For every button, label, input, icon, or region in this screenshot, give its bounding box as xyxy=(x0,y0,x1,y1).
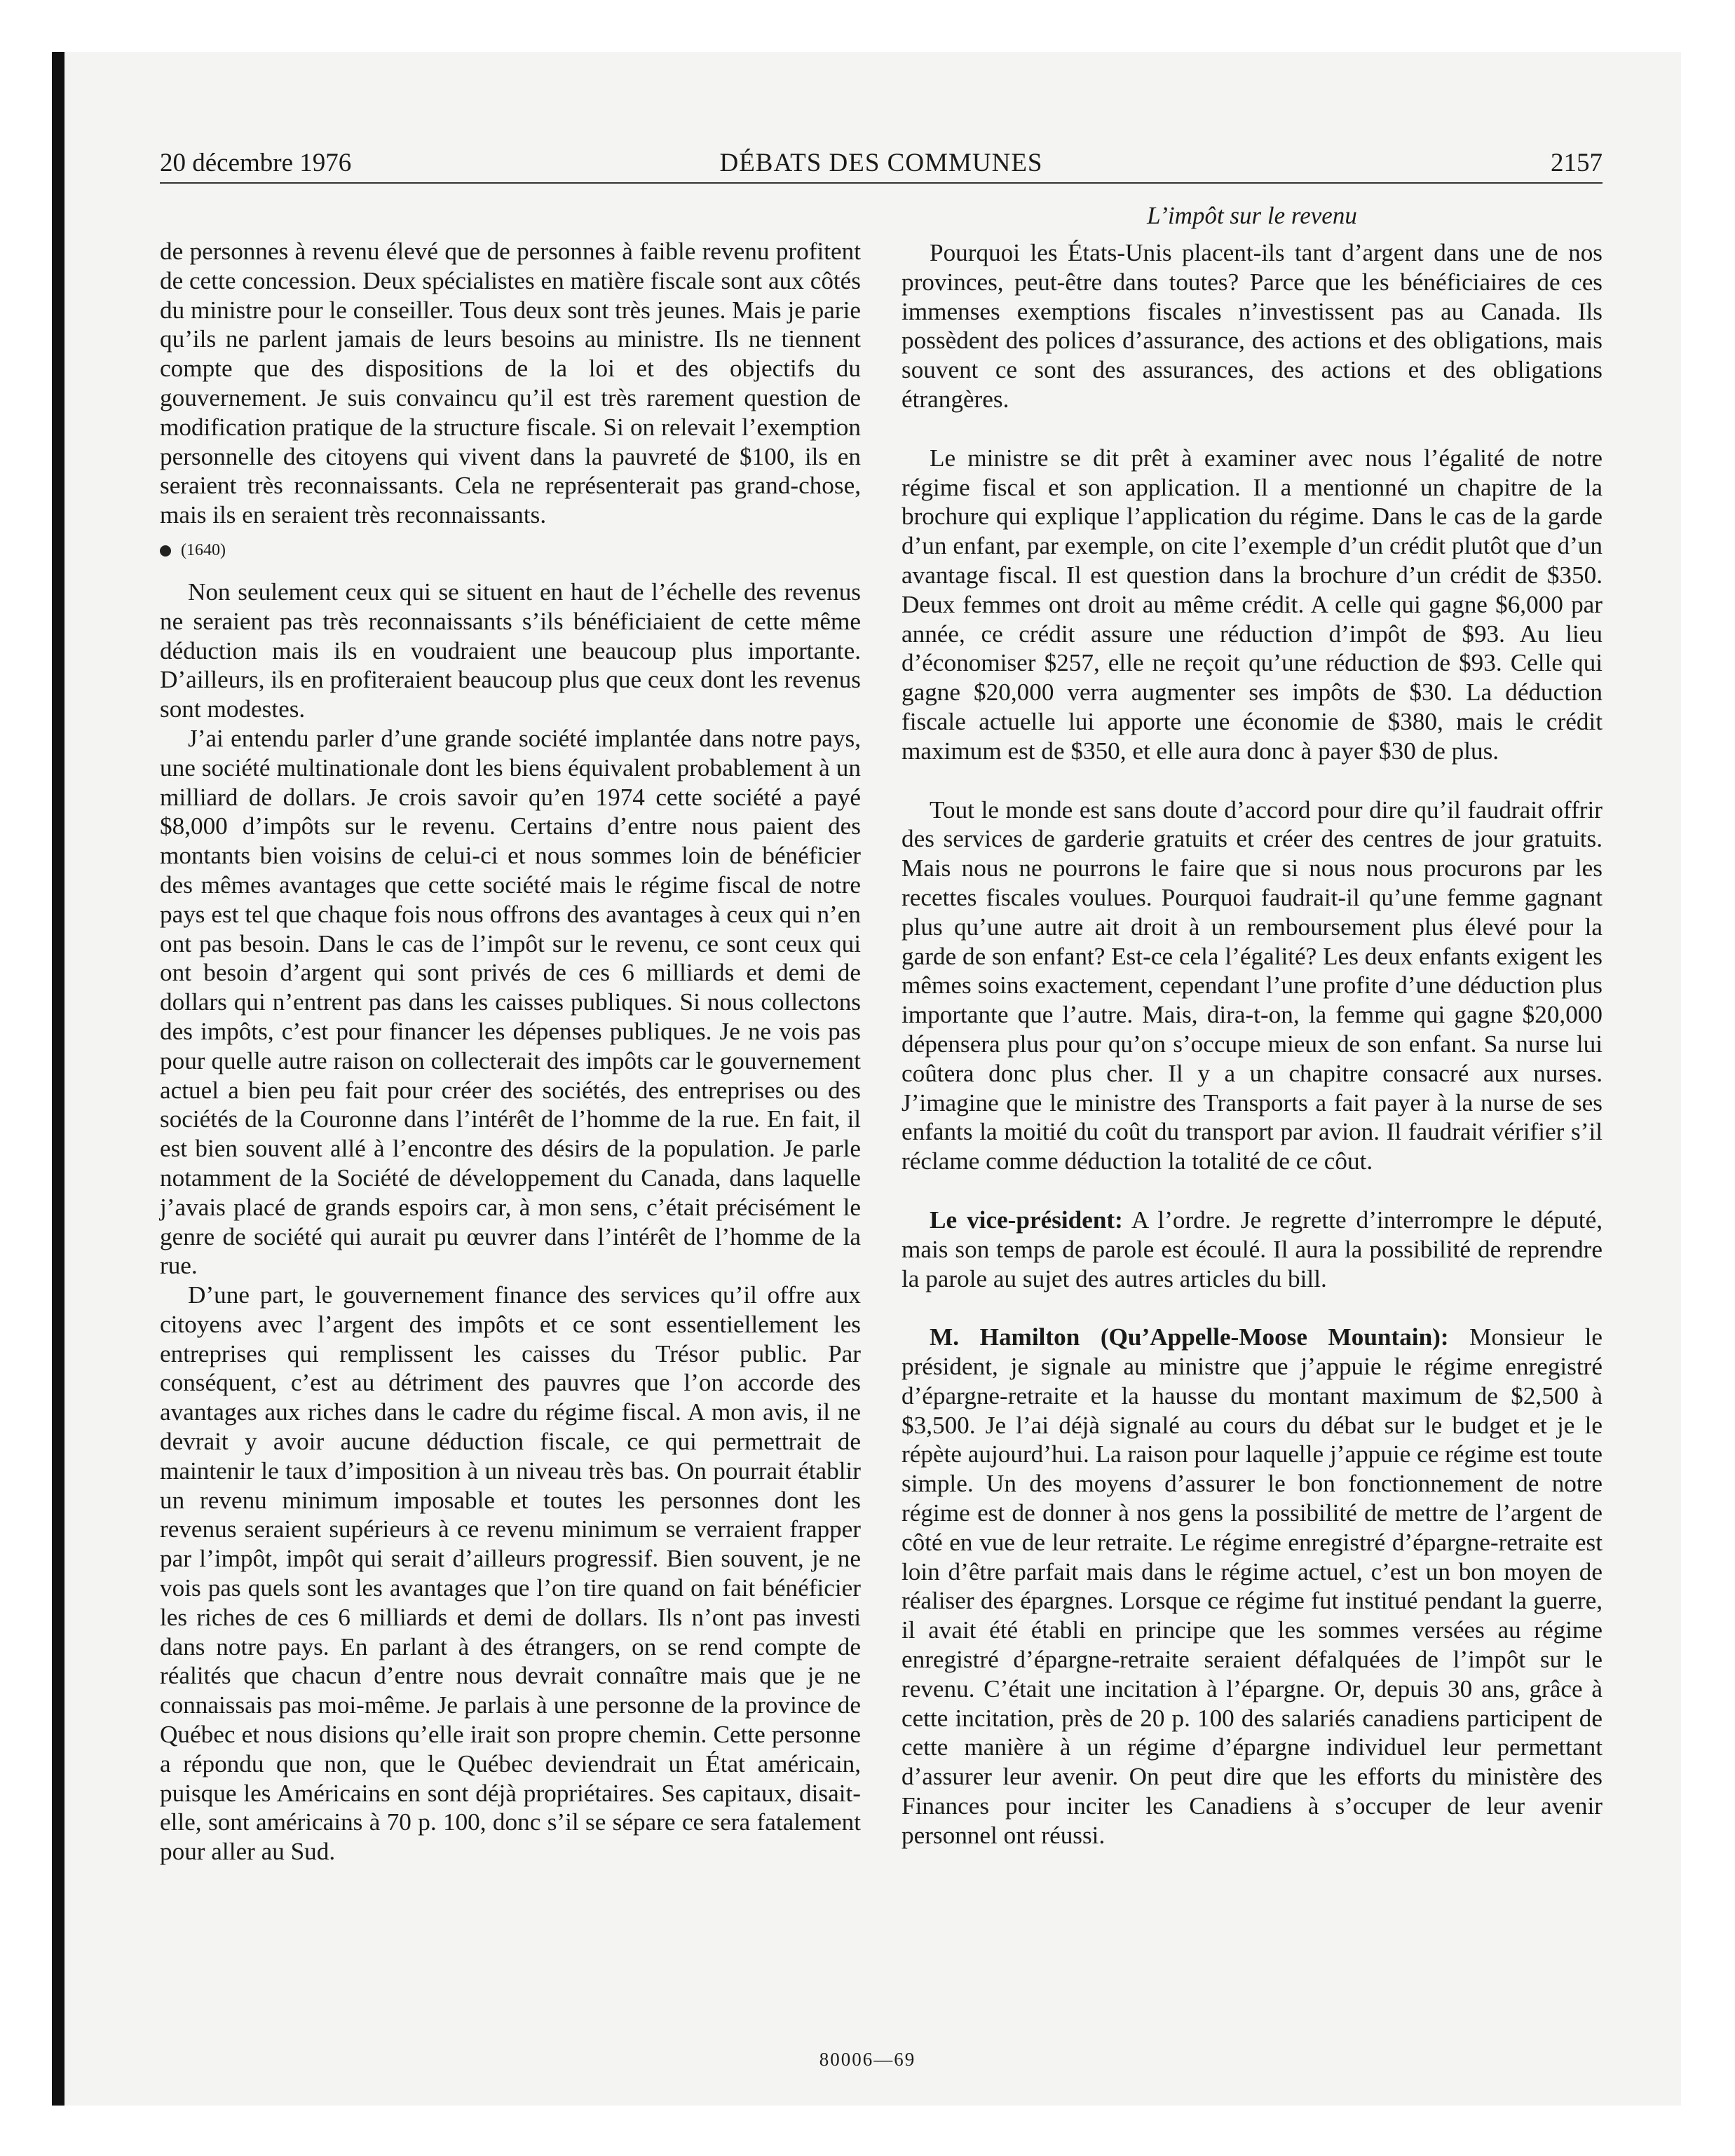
paragraph: Non seulement ceux qui se situent en haut de l’échelle des revenus ne seraient pas très reconnaissants s’ils bénéficiaient de cette même déduction mais ils en voudraient une beaucoup plus importante. D’ailleurs, ils en profiteraient beaucoup plus que ceux dont les revenus sont modestes. xyxy=(160,578,861,723)
paragraph: Pourquoi les États-Unis placent-ils tant d’argent dans une de nos provinces, peut-être dans toutes? Parce que les bénéficiaires de ces immenses exemptions fiscales n’investissent pas au Canada. Ils possèdent des polices d’assurance, des actions et des obligations, mais souvent ce sont des assurances, des actions et des obligations étrangères. xyxy=(901,239,1603,413)
binding-shadow xyxy=(52,52,64,2106)
header-title: DÉBATS DES COMMUNES xyxy=(719,149,1043,177)
paragraph: de personnes à revenu élevé que de personnes à faible revenu profitent de cette concession. Deux spécialistes en matière fiscale sont aux côtés du ministre pour le conseiller. Tous deux sont très jeunes. Mais je parie qu’ils ne parlent jamais de leurs besoins au ministre. Ils ne tiennent compte que des dispositions de la loi et des objectifs du gouvernement. Je suis convaincu qu’il est très rarement question de modification pratique de la structure fiscale. Si on relevait l’exemption personnelle des citoyens qui vivent dans la pauvreté de $100, ils en seraient très reconnaissants. Cela ne représenterait pas grand-chose, mais ils en seraient très reconnaissants. xyxy=(160,238,861,529)
print-code: 80006—69 xyxy=(819,2049,916,2070)
speech-text: Monsieur le président, je signale au ministre que j’appuie le régime enregistré d’épargne-retraite et la hausse du montant maximum de $2,500 à $3,500. Je l’ai déjà signalé au cours du débat sur le budget et je le répète aujourd’hui. La raison pour laquelle j’appuie ce régime est toute simple. Un des moyens d’assurer le bon fonctionnement de notre régime est de donner à nos gens la possibilité de mettre de l’argent de côté en vue de leur retraite. Le régime enregistré d’épargne-retraite est loin d’être parfait mais dans le régime actuel, c’est un bon moyen de réaliser des épargnes. Lorsque ce régime fut institué pendant la guerre, il avait été établi en principe que les sommes versées au régime enregistré d’épargne-retraite seraient défalquées de l’impôt sur le revenu. C’était une incitation à l’épargne. Or, depuis 30 ans, grâce à cette incitation, près de 20 p. 100 des salariés canadiens participent de cette manière à un régime d’épargne individuel leur permettant d’assurer leur avenir. On peut dire que les efforts du ministère des Finances pour inciter les Canadiens à s’occuper de leur avenir personnel ont réussi. xyxy=(901,1323,1603,1849)
paragraph: D’une part, le gouvernement finance des services qu’il offre aux citoyens avec l’argent des impôts et ce sont essentiellement les entreprises qui remplissent les caisses du Trésor public. Par conséquent, c’est au détriment des pauvres que l’on accorde des avantages aux riches dans le cadre du régime fiscal. A mon avis, il ne devrait y avoir aucune déduction fiscale, ce qui permettrait de maintenir le taux d’imposition à un niveau très bas. On pourrait établir un revenu minimum imposable et toutes les personnes dont les revenus seraient supérieurs à ce revenu minimum se verraient frapper par l’impôt, impôt qui serait d’ailleurs progressif. Bien souvent, je ne vois pas quels sont les avantages que l’on tire quand on fait bénéficier les riches de ces 6 milliards et demi de dollars. Ils n’ont pas investi dans notre pays. En parlant à des étrangers, on se rend compte de réalités que chacun d’entre nous devrait connaître mais que je ne connaissais pas moi-même. Je parlais à une personne de la province de Québec et nous disions qu’elle irait son propre chemin. Cette personne a répondu que non, que le Québec deviendrait un État américain, puisque les Américains en sont déjà propriétaires. Ses capitaux, disait-elle, sont américains à 70 p. 100, donc s’il se sépare ce sera fatalement pour aller au Sud. xyxy=(160,1281,861,1866)
section-title: L’impôt sur le revenu xyxy=(1147,202,1357,229)
header-date: 20 décembre 1976 xyxy=(160,149,352,177)
left-column xyxy=(160,237,861,1867)
speech-text: A l’ordre. Je regrette d’interrompre le député, mais son temps de parole est écoulé. Il aura la possibilité de reprendre la parole au sujet des autres articles du bill. xyxy=(901,1206,1603,1292)
right-column xyxy=(901,238,1603,1850)
speech-paragraph xyxy=(901,1206,1603,1293)
page-number: 2157 xyxy=(1551,149,1603,177)
paragraph: J’ai entendu parler d’une grande société implantée dans notre pays, une société multinationale dont les biens équivalent probablement à un milliard de dollars. Je crois savoir qu’en 1974 cette société a payé $8,000 d’impôts sur le revenu. Certains d’entre nous paient des montants bien voisins de celui-ci et nous sommes loin de bénéficier des mêmes avantages que cette société mais le régime fiscal de notre pays est tel que chaque fois nous offrons des avantages à ceux qui n’en ont pas besoin. Dans le cas de l’impôt sur le revenu, ce sont ceux qui ont besoin d’argent qui sont privés de ces 6 milliards et demi de dollars qui n’entrent pas dans les caisses publiques. Si nous collectons des impôts, c’est pour financer les dépenses publiques. Je ne vois pas pour quelle autre raison on collecterait des impôts car le gouvernement actuel a bien peu fait pour créer des sociétés, des entreprises ou des sociétés de la Couronne dans l’intérêt de l’homme de la rue. En fait, il est bien souvent allé à l’encontre des désirs de la population. Je parle notamment de la Société de développement du Canada, dans laquelle j’avais placé de grands espoirs car, à mon sens, c’était précisément le genre de société qui aurait pu œuvrer dans l’intérêt de l’homme de la rue. xyxy=(160,724,861,1280)
paragraph: Tout le monde est sans doute d’accord pour dire qu’il faudrait offrir des services de garderie gratuits et créer des centres de jour gratuits. Mais nous ne pourrons le faire que si nous nous procurons par les recettes fiscales voulues. Pourquoi faudrait-il qu’une femme gagnant plus qu’une autre ait droit à un remboursement plus élevé pour la garde de son enfant? Est-ce cela l’égalité? Les deux enfants exigent les mêmes soins exactement, cependant l’une profite d’une déduction plus importante que l’autre. Mais, dira-t-on, la femme qui gagne $20,000 dépensera plus pour qu’on s’occupe mieux de son enfant. Sa nurse lui coûtera donc plus cher. Il y a un chapitre consacré aux nurses. J’imagine que le ministre des Transports a fait payer à la nurse de ses enfants la moitié du coût du transport par avion. Il faudrait vérifier s’il réclame comme déduction la totalité de ce côut. xyxy=(901,796,1603,1175)
time-marker-label: (1640) xyxy=(181,540,226,559)
speaker-name: M. Hamilton (Qu’Appelle-Moose Mountain): xyxy=(930,1323,1449,1351)
paragraph: Le ministre se dit prêt à examiner avec nous l’égalité de notre régime fiscal et son application. Il a mentionné un chapitre de la brochure qui explique l’application du régime. Dans le cas de la garde d’un enfant, par exemple, on cite l’exemple d’un crédit plutôt que d’un avantage fiscal. Il est question dans la brochure d’un crédit de $350. Deux femmes ont droit au même crédit. A celle qui gagne $6,000 par année, ce crédit assure une réduction d’impôt de $93. Au lieu d’économiser $257, elle ne reçoit qu’une réduction de $93. Celle qui gagne $20,000 verra augmenter ses impôts de $30. La déduction fiscale actuelle lui apporte une économie de $380, mais le crédit maximum est de $350, et elle aura donc à payer $30 de plus. xyxy=(901,444,1603,765)
time-marker xyxy=(160,538,861,562)
bullet-icon xyxy=(160,545,171,557)
speech-paragraph xyxy=(901,1323,1603,1850)
running-header xyxy=(160,146,1603,184)
speaker-name: Le vice-président: xyxy=(930,1206,1123,1234)
